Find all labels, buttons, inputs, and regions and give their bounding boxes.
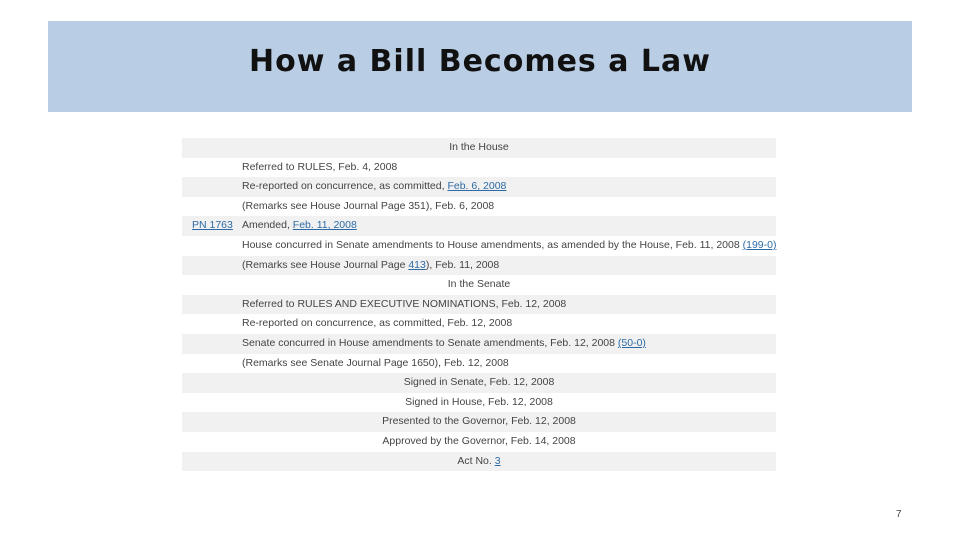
history-entry-text: Presented to the Governor, Feb. 12, 2008 bbox=[382, 415, 576, 428]
history-entry bbox=[182, 412, 776, 432]
history-entry bbox=[242, 197, 494, 217]
history-entry-link[interactable]: Feb. 11, 2008 bbox=[292, 219, 357, 232]
history-entry bbox=[182, 373, 776, 393]
history-row bbox=[182, 314, 776, 334]
history-entry-text: Approved by the Governor, Feb. 14, 2008 bbox=[382, 434, 576, 447]
history-row bbox=[182, 216, 776, 236]
history-row bbox=[182, 334, 776, 354]
section-header-row bbox=[182, 275, 776, 295]
history-entry-text: House concurred in Senate amendments to House amendments, as amended by the House, Feb. 11, 2008 bbox=[242, 238, 743, 251]
bill-history-table bbox=[182, 138, 776, 471]
printer-number-link[interactable]: PN 1763 bbox=[192, 219, 233, 232]
history-row bbox=[182, 256, 776, 276]
history-entry-link[interactable]: (50-0) bbox=[617, 336, 646, 349]
history-entry bbox=[182, 393, 776, 413]
history-entry-text: Senate concurred in House amendments to Senate amendments, Feb. 12, 2008 bbox=[242, 336, 618, 349]
history-entry bbox=[242, 158, 397, 178]
history-row bbox=[182, 177, 776, 197]
history-row bbox=[182, 354, 776, 374]
history-entry-text: Signed in House, Feb. 12, 2008 bbox=[405, 395, 553, 408]
history-entry-text: Signed in Senate, Feb. 12, 2008 bbox=[403, 376, 555, 389]
history-entry-text: (Remarks see Senate Journal Page 1650), Feb. 12, 2008 bbox=[242, 356, 509, 369]
history-entry bbox=[242, 314, 512, 334]
history-entry bbox=[242, 295, 566, 315]
history-entry bbox=[182, 432, 776, 452]
history-entry-text: (Remarks see House Journal Page 351), Feb. 6, 2008 bbox=[242, 199, 495, 212]
history-entry-text: In the House bbox=[449, 141, 509, 153]
history-row bbox=[182, 236, 776, 256]
slide-title: How a Bill Becomes a Law bbox=[248, 44, 711, 79]
history-entry bbox=[182, 275, 776, 295]
history-entry bbox=[242, 354, 509, 374]
history-row bbox=[182, 158, 776, 178]
history-entry-link[interactable]: (199-0) bbox=[742, 238, 777, 251]
history-entry-link[interactable]: 413 bbox=[408, 258, 426, 271]
history-entry-text: Act No. bbox=[457, 454, 495, 467]
history-entry bbox=[242, 236, 776, 256]
history-row bbox=[182, 393, 776, 413]
history-row bbox=[182, 373, 776, 393]
history-entry-link[interactable]: Feb. 6, 2008 bbox=[447, 180, 507, 193]
history-entry-text: Amended, bbox=[242, 219, 293, 232]
history-entry-text: Re-reported on concurrence, as committed, Feb. 12, 2008 bbox=[242, 317, 513, 330]
history-entry-suffix: ), Feb. 11, 2008 bbox=[425, 258, 500, 271]
history-entry bbox=[182, 138, 776, 158]
history-entry bbox=[182, 452, 776, 472]
history-entry bbox=[242, 256, 499, 276]
history-entry bbox=[242, 334, 646, 354]
history-entry-text: (Remarks see House Journal Page bbox=[242, 258, 409, 271]
section-header-row bbox=[182, 138, 776, 158]
history-entry-text: Referred to RULES, Feb. 4, 2008 bbox=[242, 160, 398, 173]
history-row bbox=[182, 452, 776, 472]
history-entry-text: Re-reported on concurrence, as committed, bbox=[242, 180, 448, 193]
page-number: 7 bbox=[896, 509, 902, 520]
history-entry bbox=[242, 216, 357, 236]
history-entry-text: In the Senate bbox=[447, 278, 511, 291]
history-row bbox=[182, 432, 776, 452]
history-row bbox=[182, 197, 776, 217]
history-entry bbox=[242, 177, 506, 197]
history-entry-text: Referred to RULES AND EXECUTIVE NOMINATIONS, Feb. 12, 2008 bbox=[242, 297, 567, 310]
history-entry-link[interactable]: 3 bbox=[494, 454, 501, 467]
section-header-row bbox=[182, 412, 776, 432]
history-row bbox=[182, 295, 776, 315]
